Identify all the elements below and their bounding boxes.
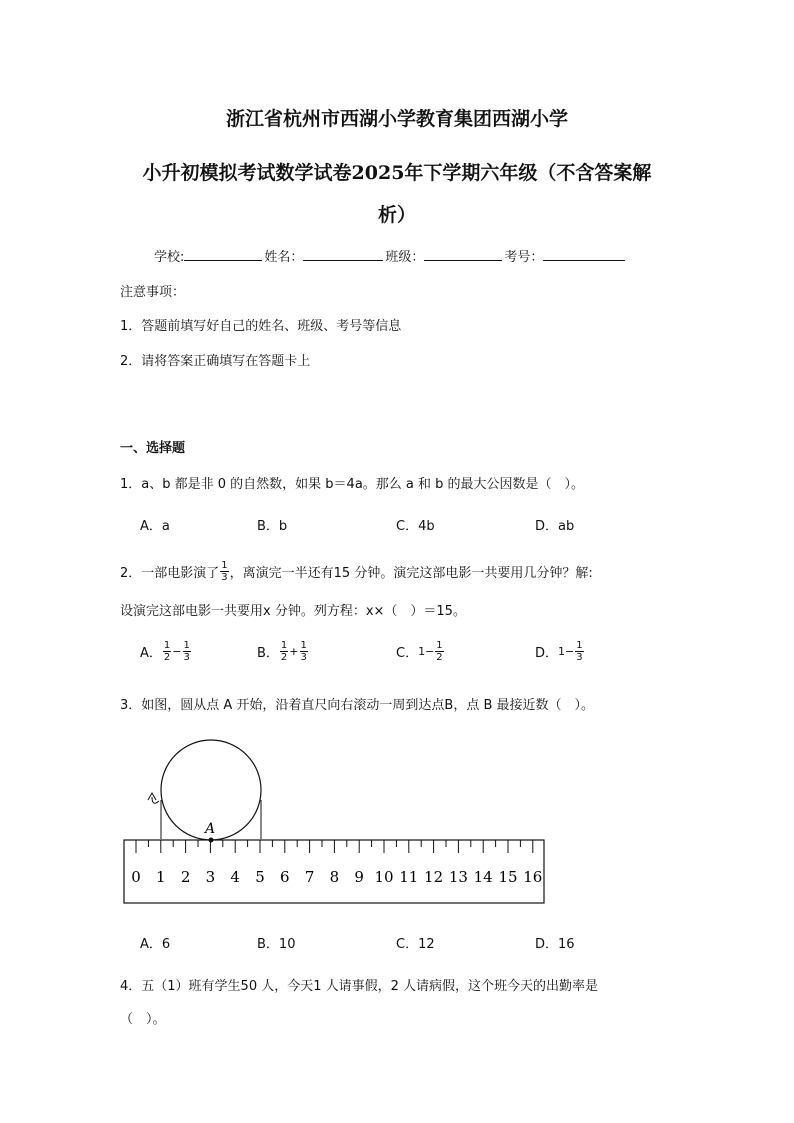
ruler-tick-label: 1 bbox=[156, 868, 166, 886]
notes-heading: 注意事项： bbox=[120, 285, 186, 300]
q2-option-fraction bbox=[300, 640, 308, 663]
notes-item-1: 1．答题前填写好自己的姓名、班级、考号等信息 bbox=[120, 319, 402, 334]
q2-option-operator: 1− bbox=[558, 645, 575, 658]
ruler-tick-label: 4 bbox=[230, 868, 240, 886]
name-blank[interactable] bbox=[303, 246, 383, 261]
ruler-tick-label: 15 bbox=[498, 868, 518, 886]
q2-option-label: D． bbox=[535, 646, 559, 661]
exam-title-line2: 小升初模拟考试数学试卷2025年下学期六年级（不含答案解 bbox=[142, 162, 652, 184]
fraction-denominator: 3 bbox=[183, 652, 190, 663]
question-2-text-line2: 设演完这部电影一共要用x 分钟。列方程：x×（ ）＝15。 bbox=[120, 604, 466, 619]
fraction-numerator: 1 bbox=[183, 640, 190, 651]
q2-fraction-denominator: 3 bbox=[221, 572, 228, 583]
fraction-numerator: 1 bbox=[436, 640, 443, 651]
ruler-tick-label: 7 bbox=[304, 868, 315, 886]
q1-option-c[interactable]: C．4b bbox=[396, 519, 435, 534]
ruler-tick-label: 2 bbox=[180, 868, 191, 886]
q2-fraction-numerator: 1 bbox=[221, 560, 228, 571]
q2-option-d[interactable] bbox=[535, 640, 585, 663]
q3-option-c[interactable]: C．12 bbox=[396, 937, 435, 952]
q2-text-b: ，离演完一半还有15 分钟。演完这部电影一共要用几分钟？解: bbox=[229, 566, 593, 581]
fraction-denominator: 2 bbox=[163, 652, 171, 663]
exam-no-label: 考号： bbox=[504, 250, 544, 265]
school-blank[interactable] bbox=[184, 246, 262, 261]
fraction-denominator: 2 bbox=[436, 652, 443, 663]
q2-option-label: C． bbox=[396, 646, 419, 661]
q2-option-label: B． bbox=[257, 646, 279, 661]
ruler-tick-label: 6 bbox=[280, 868, 290, 886]
fraction-denominator: 3 bbox=[576, 652, 583, 663]
q2-option-operator: 1− bbox=[418, 645, 435, 658]
ruler-tick-label: 5 bbox=[255, 868, 265, 886]
ruler-tick-label: 14 bbox=[473, 868, 493, 886]
ruler-tick-label: 0 bbox=[131, 868, 141, 886]
question-3-text: 3．如图，圆从点 A 开始，沿着直尺向右滚动一周到达点B，点 B 最接近数（ ）。 bbox=[120, 698, 595, 713]
q2-option-c[interactable] bbox=[396, 640, 445, 663]
exam-no-blank[interactable] bbox=[543, 246, 625, 261]
question-4-text-line2: （ ）。 bbox=[120, 1012, 166, 1027]
fraction-numerator: 1 bbox=[576, 640, 583, 651]
fraction-numerator: 1 bbox=[163, 640, 171, 651]
ruler-tick-label: 9 bbox=[354, 868, 364, 886]
section-heading: 一、选择题 bbox=[120, 441, 186, 456]
q2-option-fraction bbox=[183, 640, 191, 663]
q2-option-label: A． bbox=[140, 646, 162, 661]
exam-title-line1: 浙江省杭州市西湖小学教育集团西湖小学 bbox=[225, 108, 568, 130]
question-2-text bbox=[120, 560, 593, 583]
rolling-circle-ruler-figure bbox=[115, 735, 555, 910]
student-info-row bbox=[154, 246, 627, 265]
ruler-tick-label: 13 bbox=[448, 868, 468, 886]
q1-option-a[interactable]: A．a bbox=[140, 519, 170, 534]
q2-option-operator: − bbox=[172, 645, 182, 658]
ruler-tick-label: 12 bbox=[424, 868, 444, 886]
q2-fraction bbox=[220, 560, 228, 583]
ruler-tick-label: 8 bbox=[329, 868, 340, 886]
fraction-denominator: 2 bbox=[280, 652, 288, 663]
q2-option-b[interactable] bbox=[257, 640, 309, 663]
q2-option-a[interactable] bbox=[140, 640, 192, 663]
point-a-label: A bbox=[205, 821, 216, 837]
school-label: 学校: bbox=[154, 250, 185, 265]
q2-option-fraction bbox=[280, 640, 288, 663]
q1-option-d[interactable]: D．ab bbox=[535, 519, 575, 534]
ruler-tick-label: 11 bbox=[399, 868, 419, 886]
ruler-tick-label: 10 bbox=[374, 868, 394, 886]
ruler-tick-label: 16 bbox=[523, 868, 543, 886]
class-blank[interactable] bbox=[424, 246, 502, 261]
q3-option-a[interactable]: A．6 bbox=[140, 937, 171, 952]
class-label: 班级： bbox=[385, 250, 425, 265]
q1-option-b[interactable]: B．b bbox=[257, 519, 288, 534]
q2-text-a: 2．一部电影演了 bbox=[120, 566, 220, 581]
q2-option-fraction bbox=[435, 640, 443, 663]
question-4-text: 4．五（1）班有学生50 人，今天1 人请事假，2 人请病假，这个班今天的出勤率是 bbox=[120, 979, 599, 994]
q3-option-b[interactable]: B．10 bbox=[257, 937, 296, 952]
notes-item-2: 2．请将答案正确填写在答题卡上 bbox=[120, 354, 311, 369]
q2-option-fraction bbox=[575, 640, 583, 663]
fraction-denominator: 3 bbox=[300, 652, 307, 663]
ruler-tick-label: 3 bbox=[205, 868, 216, 886]
fraction-numerator: 1 bbox=[300, 640, 307, 651]
q2-option-operator: + bbox=[289, 645, 299, 658]
exam-title-line3: 析） bbox=[377, 204, 416, 226]
name-label: 姓名： bbox=[264, 250, 304, 265]
question-1-text: 1．a、b 都是非 0 的自然数，如果 b＝4a。那么 a 和 b 的最大公因数是（ ）。 bbox=[120, 477, 585, 492]
fraction-numerator: 1 bbox=[280, 640, 288, 651]
ruler-ticks bbox=[131, 840, 542, 886]
q3-option-d[interactable]: D．16 bbox=[535, 937, 575, 952]
q2-option-fraction bbox=[163, 640, 171, 663]
